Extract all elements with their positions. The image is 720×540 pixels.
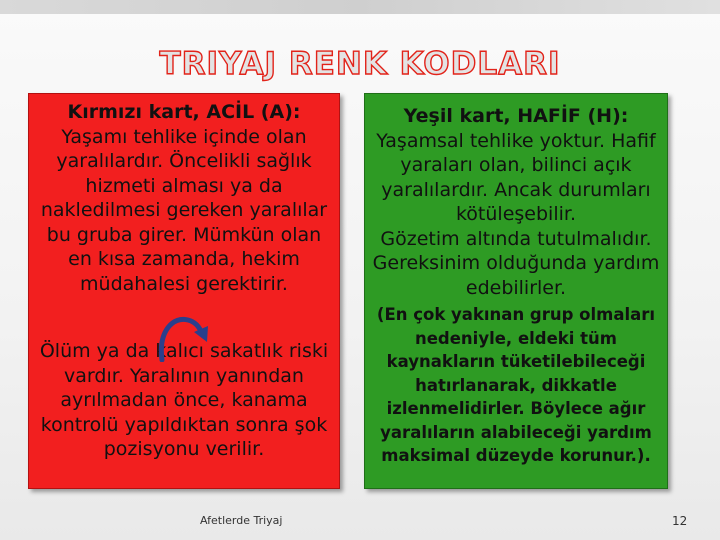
green-card-line: Gereksinim olduğunda yardım [372,252,660,274]
red-card-line: Yaşamı tehlike içinde olan [61,125,307,148]
green-card-panel [364,93,668,489]
green-card-note-line: nedeniyle, eldeki tüm [414,328,617,348]
green-card-note-line: yaralıların alabileceği yardım [380,422,652,442]
red-card-heading: Kırmızı kart, ACİL (A): [67,101,301,123]
page-number: 12 [672,514,688,528]
red-card-panel [28,93,340,489]
red-card-line: pozisyonu verilir. [103,438,265,460]
red-card-line: hizmeti alması ya da [85,174,283,197]
red-card-line: bu gruba girer. Mümkün olan [46,223,322,246]
red-card-line: kontrolü yapıldıktan sonra şok [40,413,328,436]
red-card-line: nakledilmesi gereken yaralılar [40,199,328,221]
red-card-line: ayrılmadan önce, kanama [60,389,308,411]
red-card-line: en kısa zamanda, hekim [68,248,300,270]
green-card-note-line: kaynakların tüketilebileceği [386,352,646,371]
curved-arrow-icon [152,310,212,362]
green-card-line: yaraları olan, bilinci açık [400,154,632,176]
red-card-line: müdahalesi gerektirir. [80,272,288,295]
green-card-note-line: (En çok yakınan grup olmaları [376,305,656,324]
green-card-note-line: maksimal düzeyde korunur.). [381,446,651,465]
slide-footer: Afetlerde Triyaj [200,514,283,527]
green-card-line: Yaşamsal tehlike yoktur. Hafif [376,129,656,152]
red-card-line: Ölüm ya da kalıcı sakatlık riski [39,340,329,362]
top-decorative-bar [0,0,720,14]
red-card-line: vardır. Yaralının yanından [64,364,304,387]
red-card-line: yaralılardır. Öncelikli sağlık [56,150,312,172]
green-card-line: kötüleşebilir. [455,203,576,225]
green-card-heading: Yeşil kart, HAFİF (H): [403,105,629,127]
green-card-note-line: izlenmelidirler. Böylece ağır [386,399,646,418]
green-card-line: edebilirler. [465,276,567,299]
slide-title: TRIYAJ RENK KODLARI [159,46,561,82]
green-card-line: Gözetim altında tutulmalıdır. [380,227,652,250]
green-card-note-line: hatırlanarak, dikkatle [415,375,617,395]
green-card-line: yaralılardır. Ancak durumları [381,178,651,201]
green-card-note [367,303,665,468]
